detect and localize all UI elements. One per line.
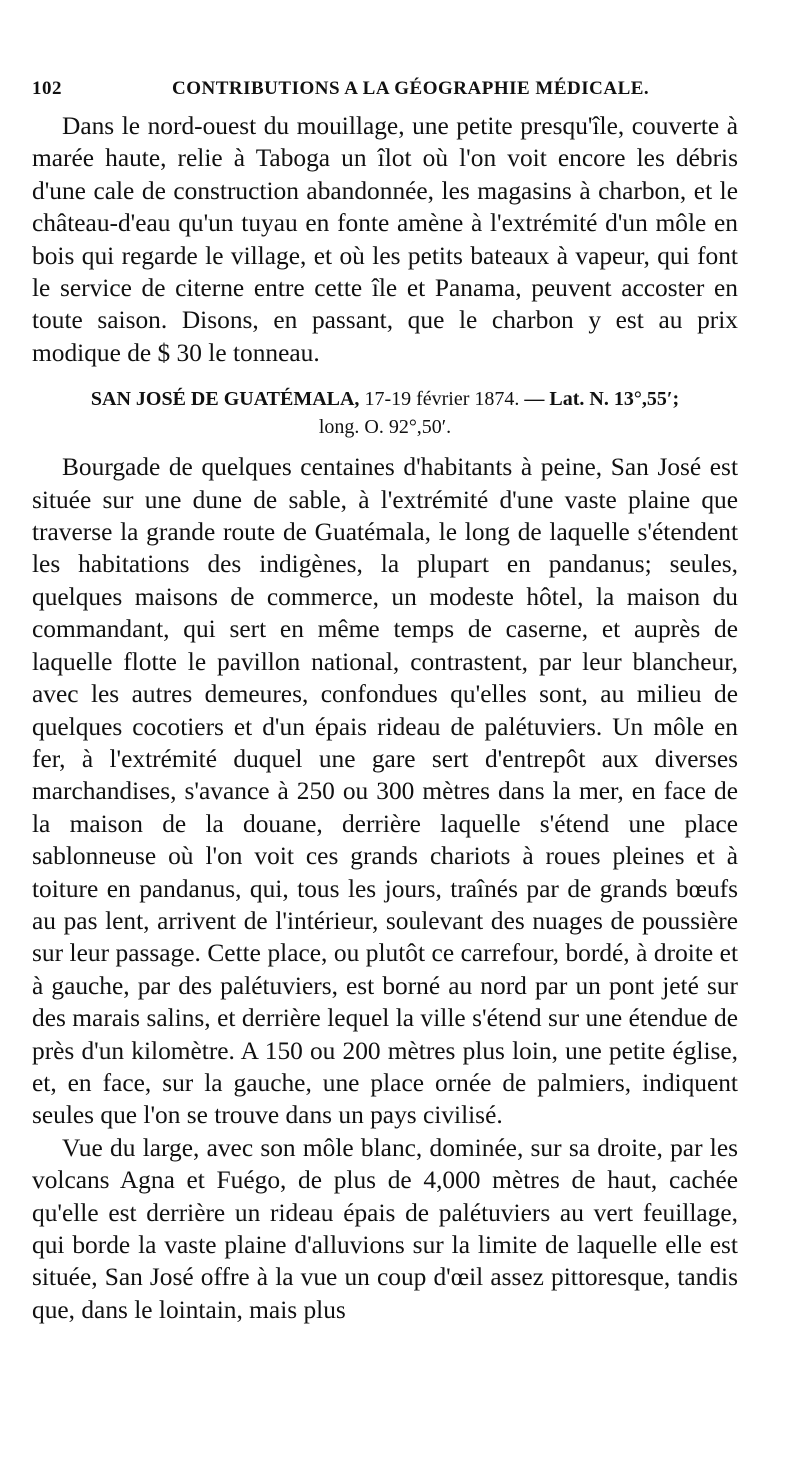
heading-latitude: — Lat. N. 13°,55′; bbox=[524, 388, 680, 411]
running-title: CONTRIBUTIONS A LA GÉOGRAPHIE MÉDICALE. bbox=[172, 78, 650, 99]
running-head bbox=[32, 78, 738, 108]
paragraph-view-from-sea: Vue du large, avec son môle blanc, dominée, sur sa droite, par les volcans Agna et Fuégo, de plus de 4,000 mètres de haut, cachée qu'elle est derrière un rideau épais de palétuviers au vert feuillage, qui borde la vaste plaine d'alluvions sur la limite de laquelle elle est située, San José offre à la vue un coup d'œil assez pittoresque, tandis que, dans le lointain, mais plus bbox=[32, 1133, 738, 1324]
paragraph-san-jose: Bourgade de quelques centaines d'habitants à peine, San José est située sur une dune de sable, à l'extrémité d'une vaste plaine que traverse la grande route de Guatémala, le long de laquelle s'étendent les habitations des indigènes, la plupart en pandanus; seules, quelques maisons de commerce, un modeste hôtel, la maison du commandant, qui sert en même temps de caserne, et auprès de laquelle flotte le pavillon national, contrastent, par leur blancheur, avec les autres demeures, confondues qu'elles sont, au milieu de quelques cocotiers et d'un épais rideau de palétuviers. Un môle en fer, à l'extrémité duquel une gare sert d'entrepôt aux diverses marchandises, s'avance à 250 ou 300 mètres dans la mer, en face de la maison de la douane, derrière laquelle s'étend une place sablonneuse où l'on voit ces grands chariots à roues pleines et à toiture en pandanus, qui, tous les jours, traînés par de grands bœufs au pas lent, arrivent de l'intérieur, soulevant des nuages de poussière sur leur passage. Cette place, ou plutôt ce carrefour, bordé, à droite et à gauche, par des palétuviers, est borné au nord par un pont jeté sur des marais salins, et derrière lequel la ville s'étend sur une étendue de près d'un kilomètre. A 150 ou 200 mètres plus loin, une petite église, et, en face, sur la gauche, une place ornée de palmiers, indiquent seules que l'on se trouve dans un pays civilisé. bbox=[32, 453, 738, 1130]
section-heading-line-1 bbox=[32, 385, 738, 413]
paragraph-taboga: Dans le nord-ouest du mouillage, une petite presqu'île, couverte à marée haute, relie à Taboga un îlot où l'on voit encore les débris d'une cale de construction abandonnée, les magasins à charbon, et le château-d'eau qu'un tuyau en fonte amène à l'extrémité d'un môle en bois qui regarde le village, et où les petits bateaux à vapeur, qui font le service de citerne entre cette île et Panama, peuvent accoster en toute saison. Disons, en passant, que le charbon y est au prix modique de $ 30 le tonneau. bbox=[32, 112, 738, 367]
heading-longitude: long. O. 92°,50′. bbox=[318, 416, 452, 439]
page-number: 102 bbox=[32, 78, 62, 99]
heading-place: SAN JOSÉ DE GUATÉMALA, bbox=[90, 388, 360, 411]
heading-date: 17-19 février 1874. bbox=[364, 388, 520, 411]
section-heading bbox=[32, 385, 738, 441]
book-page bbox=[32, 78, 738, 1326]
